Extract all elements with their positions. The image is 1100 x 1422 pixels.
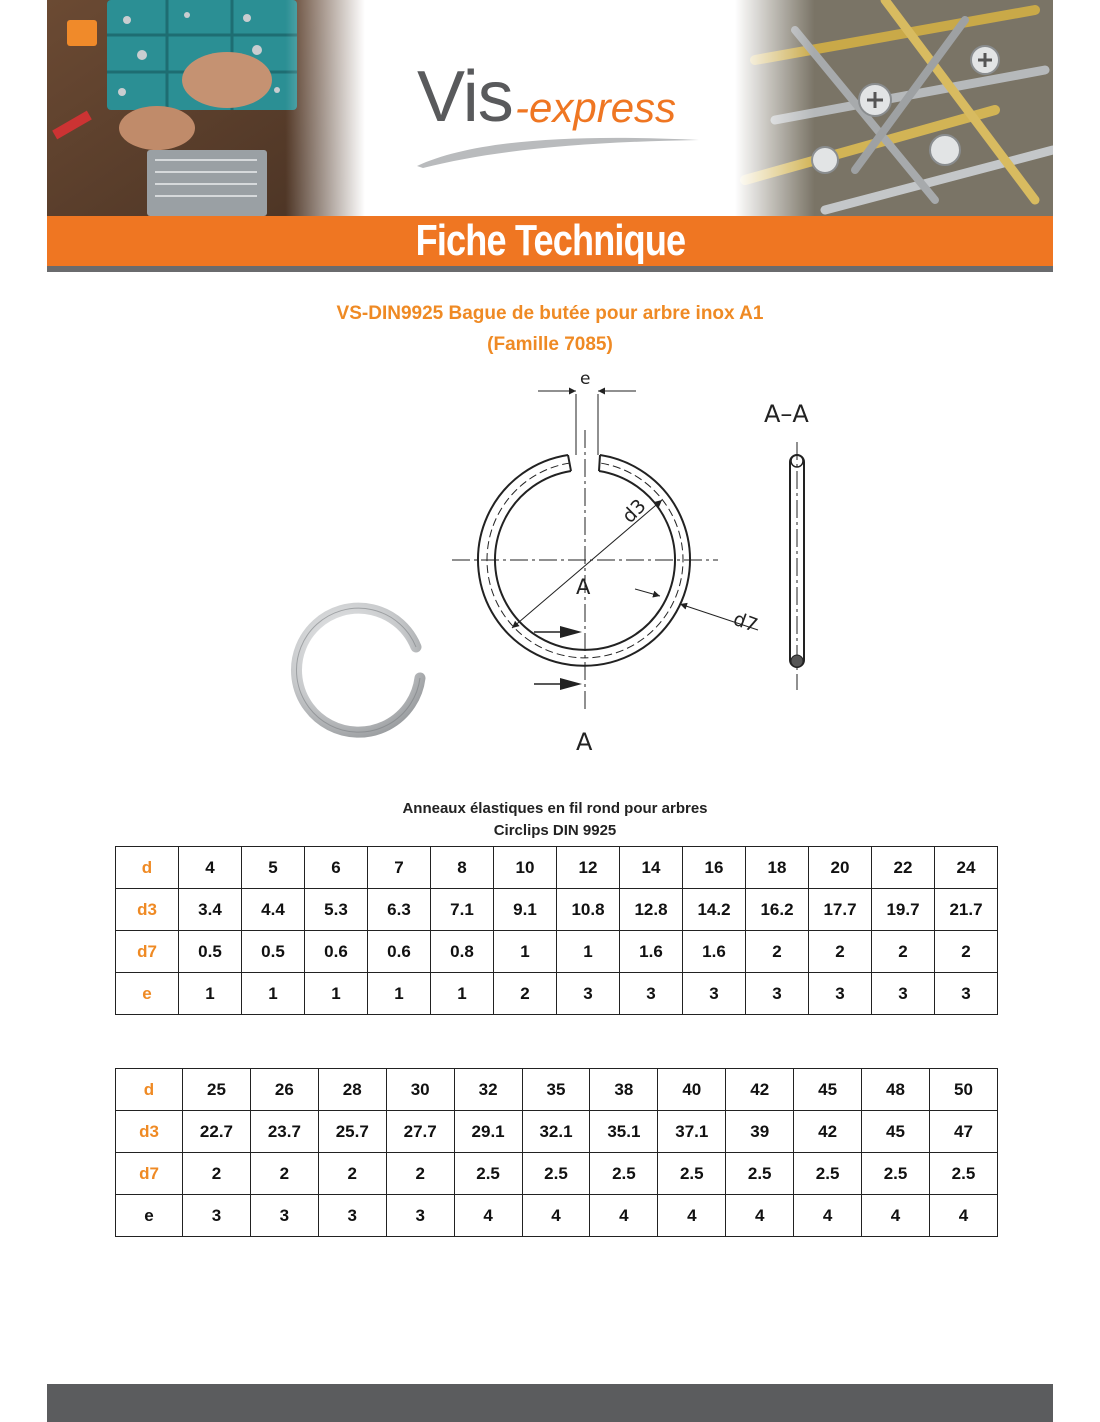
section-view xyxy=(790,442,804,690)
workshop-photo xyxy=(47,0,365,216)
table-cell: 3 xyxy=(683,973,746,1015)
screws-photo xyxy=(735,0,1053,216)
table-cell: 2 xyxy=(386,1153,454,1195)
table-cell: 18 xyxy=(746,847,809,889)
table-cell: 3 xyxy=(872,973,935,1015)
table-cell: 37.1 xyxy=(658,1111,726,1153)
table-row xyxy=(116,847,998,889)
table-cell: 2.5 xyxy=(522,1153,590,1195)
table-cell: 2.5 xyxy=(862,1153,930,1195)
banner-divider xyxy=(47,266,1053,272)
table-cell: 4.4 xyxy=(242,889,305,931)
table-cell: 1 xyxy=(431,973,494,1015)
table-cell: 1 xyxy=(368,973,431,1015)
table-cell: 4 xyxy=(590,1195,658,1237)
row-label: d xyxy=(116,847,179,889)
table-cell: 35 xyxy=(522,1069,590,1111)
table-cell: 2.5 xyxy=(929,1153,997,1195)
table-cell: 0.5 xyxy=(242,931,305,973)
table-cell: 3 xyxy=(318,1195,386,1237)
row-label: e xyxy=(116,973,179,1015)
table-cell: 4 xyxy=(726,1195,794,1237)
table-cell: 4 xyxy=(929,1195,997,1237)
table-cell: 4 xyxy=(454,1195,522,1237)
table-cell: 0.8 xyxy=(431,931,494,973)
table-cell: 4 xyxy=(522,1195,590,1237)
table-cell: 3 xyxy=(746,973,809,1015)
table-row xyxy=(116,1195,998,1237)
table-cell: 3 xyxy=(250,1195,318,1237)
table-cell: 23.7 xyxy=(250,1111,318,1153)
table-cell: 7 xyxy=(368,847,431,889)
row-label: d xyxy=(116,1069,183,1111)
table-cell: 5 xyxy=(242,847,305,889)
table-cell: 12 xyxy=(557,847,620,889)
table-cell: 9.1 xyxy=(494,889,557,931)
table-cell: 8 xyxy=(431,847,494,889)
label-d7: d7 xyxy=(730,608,761,637)
table-cell: 3 xyxy=(183,1195,251,1237)
table-cell: 1 xyxy=(557,931,620,973)
ring-photo xyxy=(296,608,420,732)
table-cell: 2 xyxy=(809,931,872,973)
table-cell: 1 xyxy=(242,973,305,1015)
table-cell: 6 xyxy=(305,847,368,889)
table-row xyxy=(116,1111,998,1153)
table-cell: 10.8 xyxy=(557,889,620,931)
row-label: d7 xyxy=(116,931,179,973)
table-cell: 2 xyxy=(935,931,998,973)
table-cell: 32.1 xyxy=(522,1111,590,1153)
table-cell: 4 xyxy=(794,1195,862,1237)
product-title: VS-DIN9925 Bague de butée pour arbre inox A1 xyxy=(336,303,764,324)
technical-drawing xyxy=(280,360,840,770)
table-cell: 12.8 xyxy=(620,889,683,931)
table-cell: 3 xyxy=(557,973,620,1015)
table-caption-subtitle: Circlips DIN 9925 xyxy=(493,822,617,839)
table-cell: 1 xyxy=(494,931,557,973)
banner-title: Fiche Technique xyxy=(415,216,685,265)
table-cell: 0.6 xyxy=(305,931,368,973)
table-cell: 32 xyxy=(454,1069,522,1111)
table-cell: 45 xyxy=(862,1111,930,1153)
brand-suffix: -express xyxy=(515,84,677,131)
table-cell: 2 xyxy=(494,973,557,1015)
table-cell: 42 xyxy=(794,1111,862,1153)
ring-front-view xyxy=(452,391,761,710)
table-cell: 2 xyxy=(183,1153,251,1195)
table-cell: 2.5 xyxy=(454,1153,522,1195)
section-arrows xyxy=(534,626,582,690)
table-cell: 4 xyxy=(179,847,242,889)
table-row xyxy=(116,889,998,931)
table-cell: 2 xyxy=(318,1153,386,1195)
table-cell: 3 xyxy=(809,973,872,1015)
table-cell: 14 xyxy=(620,847,683,889)
footer-bar xyxy=(47,1384,1053,1422)
brand-main: Vis xyxy=(417,57,513,137)
table-cell: 50 xyxy=(929,1069,997,1111)
spec-table-2 xyxy=(115,1068,998,1237)
table-cell: 2 xyxy=(746,931,809,973)
table-cell: 29.1 xyxy=(454,1111,522,1153)
table-caption-title: Anneaux élastiques en fil rond pour arbres xyxy=(402,800,708,817)
table-cell: 17.7 xyxy=(809,889,872,931)
table-cell: 47 xyxy=(929,1111,997,1153)
table-cell: 38 xyxy=(590,1069,658,1111)
table-cell: 26 xyxy=(250,1069,318,1111)
table-cell: 10 xyxy=(494,847,557,889)
table-cell: 42 xyxy=(726,1069,794,1111)
table-cell: 19.7 xyxy=(872,889,935,931)
table-row xyxy=(116,931,998,973)
table-cell: 30 xyxy=(386,1069,454,1111)
row-label: d3 xyxy=(116,1111,183,1153)
product-family: (Famille 7085) xyxy=(487,334,613,355)
table-cell: 39 xyxy=(726,1111,794,1153)
row-label: d3 xyxy=(116,889,179,931)
table-cell: 4 xyxy=(658,1195,726,1237)
spec-table-1 xyxy=(115,846,998,1015)
table-cell: 27.7 xyxy=(386,1111,454,1153)
logo-swoosh xyxy=(413,130,703,170)
header xyxy=(47,0,1053,216)
brand-logo xyxy=(407,50,707,170)
table-cell: 6.3 xyxy=(368,889,431,931)
table-cell: 1 xyxy=(179,973,242,1015)
table-cell: 45 xyxy=(794,1069,862,1111)
table-cell: 40 xyxy=(658,1069,726,1111)
table-cell: 2.5 xyxy=(726,1153,794,1195)
table-row xyxy=(116,973,998,1015)
table-cell: 7.1 xyxy=(431,889,494,931)
table-cell: 2 xyxy=(872,931,935,973)
table-cell: 3 xyxy=(386,1195,454,1237)
table-cell: 16 xyxy=(683,847,746,889)
row-label: e xyxy=(116,1195,183,1237)
table-cell: 48 xyxy=(862,1069,930,1111)
table-cell: 1.6 xyxy=(683,931,746,973)
label-e: e xyxy=(580,369,591,389)
table-cell: 16.2 xyxy=(746,889,809,931)
table-cell: 22 xyxy=(872,847,935,889)
table-cell: 0.6 xyxy=(368,931,431,973)
label-bottom-a: A xyxy=(576,728,593,756)
table-cell: 20 xyxy=(809,847,872,889)
table-cell: 24 xyxy=(935,847,998,889)
label-center-a: A xyxy=(576,575,591,599)
row-label: d7 xyxy=(116,1153,183,1195)
table-cell: 2.5 xyxy=(658,1153,726,1195)
table-cell: 3 xyxy=(620,973,683,1015)
table-cell: 28 xyxy=(318,1069,386,1111)
table-cell: 22.7 xyxy=(183,1111,251,1153)
table-cell: 21.7 xyxy=(935,889,998,931)
table-cell: 25.7 xyxy=(318,1111,386,1153)
label-section: A–A xyxy=(764,400,809,428)
table-cell: 14.2 xyxy=(683,889,746,931)
table-row xyxy=(116,1153,998,1195)
table-cell: 2.5 xyxy=(590,1153,658,1195)
table-cell: 3 xyxy=(935,973,998,1015)
table-cell: 0.5 xyxy=(179,931,242,973)
table-cell: 1.6 xyxy=(620,931,683,973)
table-cell: 3.4 xyxy=(179,889,242,931)
table-cell: 2.5 xyxy=(794,1153,862,1195)
table-row xyxy=(116,1069,998,1111)
table-cell: 1 xyxy=(305,973,368,1015)
table-cell: 5.3 xyxy=(305,889,368,931)
banner xyxy=(47,216,1053,266)
table-cell: 2 xyxy=(250,1153,318,1195)
label-d3: d3 xyxy=(617,494,651,528)
table-cell: 25 xyxy=(183,1069,251,1111)
table-cell: 35.1 xyxy=(590,1111,658,1153)
table-cell: 4 xyxy=(862,1195,930,1237)
